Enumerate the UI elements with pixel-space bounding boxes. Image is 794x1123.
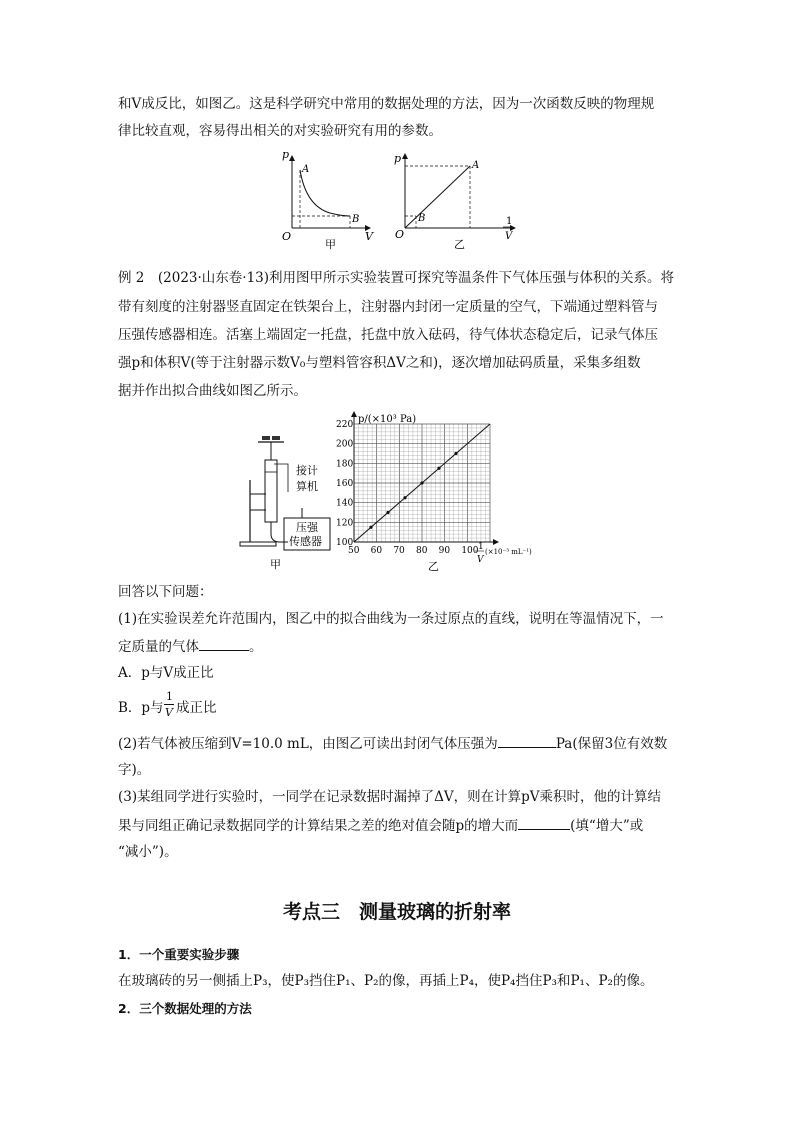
y-tick-label: 140: [336, 498, 354, 509]
questions-intro: 回答以下问题：: [118, 584, 213, 600]
data-point: [403, 496, 406, 499]
item-2-title: 2．三个数据处理的方法: [118, 1001, 252, 1016]
question-2-end: Pa(保留3位有效数: [555, 736, 668, 752]
point-a-label-right: A: [472, 160, 480, 171]
data-point: [369, 526, 372, 529]
x-tick-label: 50: [348, 546, 360, 556]
example-line-5: 据并作出拟合曲线如图乙所示。: [118, 383, 307, 399]
option-b-pre: B．p与: [118, 700, 164, 716]
chart-x-label-unit: (×10⁻³ mL⁻¹): [485, 548, 532, 556]
answer-blank-1[interactable]: [199, 636, 249, 651]
origin-label: O: [282, 230, 292, 243]
question-3-text: 果与同组正确记录数据同学的计算结果之差的绝对值会随p的增大而: [118, 818, 519, 834]
answer-blank-3[interactable]: [518, 815, 570, 830]
question-2-line-1: [118, 733, 680, 754]
graph-p-v: [282, 148, 374, 251]
chart-caption: 乙: [428, 560, 439, 572]
question-1-line-1: (1)在实验误差允许范围内，图乙中的拟合曲线为一条过原点的直线，说明在等温情况下，一: [118, 611, 664, 627]
caption-jia: 甲: [325, 238, 336, 251]
x-tick-label: 80: [416, 546, 428, 556]
option-b-post: 成正比: [176, 700, 217, 716]
section-title: 考点三 测量玻璃的折射率: [282, 901, 511, 923]
axis-label-p: p: [282, 148, 290, 161]
point-b-label: B: [352, 214, 360, 225]
y-tick-label: 120: [336, 518, 354, 529]
data-point: [420, 481, 423, 484]
chart-p-vs-inverse-v: [322, 410, 582, 572]
figure-pv-graphs: [270, 148, 530, 252]
graph-p-inverse-v: [394, 152, 515, 251]
question-1-line-2: [118, 636, 680, 657]
item-1-text: 在玻璃砖的另一侧插上P₃，使P₃挡住P₁、P₂的像，再插上P₄，使P₄挡住P₃和P₁、P₂的像。: [118, 973, 654, 989]
x-tick-label: 100: [461, 546, 479, 556]
example-line-2: 带有刻度的注射器竖直固定在铁架台上，注射器内封闭一定质量的空气，下端通过塑料管与: [118, 299, 658, 315]
figure-apparatus: [236, 430, 336, 570]
example-line-3: 压强传感器相连。活塞上端固定一托盘，托盘中放入砝码，待气体状态稳定后，记录气体压: [118, 327, 658, 343]
axis-label-v: V: [365, 230, 373, 243]
sensor-label-1: 压强: [296, 521, 318, 534]
x-tick-label: 70: [393, 546, 405, 556]
intro-line-2: 律比较直观，容易得出相关的对实验研究有用的参数。: [118, 123, 442, 139]
question-1-text: 定质量的气体: [118, 639, 199, 655]
data-point: [386, 511, 389, 514]
question-2-line-2: 字)。: [118, 762, 151, 778]
data-point: [454, 452, 457, 455]
example-line-1: 例 2 (2023·山东卷·13)利用图甲所示实验装置可探究等温条件下气体压强与体积的关系。将: [118, 270, 675, 286]
caption-yi: 乙: [454, 238, 465, 251]
option-a: A．p与V成正比: [118, 665, 214, 681]
sensor-label-2: 传感器: [289, 535, 322, 548]
y-tick-label: 160: [336, 479, 354, 489]
x-tick-label: 90: [438, 546, 451, 556]
computer-label-1: 接计: [296, 464, 318, 477]
item-1-title: 1．一个重要实验步骤: [118, 947, 240, 962]
computer-label-2: 算机: [296, 480, 318, 493]
question-3-line-2: [118, 815, 680, 836]
question-2-text: (2)若气体被压缩到V=10.0 mL，由图乙可读出封闭气体压强为: [118, 736, 498, 752]
fit-line-pv: [405, 166, 470, 228]
point-a-label: A: [302, 164, 310, 175]
caption-apparatus: 甲: [270, 558, 281, 570]
chart-x-label-den: V: [477, 555, 484, 565]
origin-label-right: O: [395, 228, 405, 241]
y-tick-label: 200: [336, 439, 354, 450]
axis-label-p-right: p: [394, 152, 402, 165]
point-b-label-right: B: [418, 213, 426, 224]
axis-label-v-right: V: [505, 231, 513, 242]
x-tick-label: 60: [370, 546, 383, 556]
y-tick-label: 180: [336, 459, 354, 470]
y-tick-label: 100: [336, 538, 354, 548]
question-3-line-3: “减小”)。: [118, 844, 178, 860]
chart-x-label-num: 1: [478, 542, 484, 552]
question-1-end: 。: [249, 639, 263, 655]
intro-line-1: 和V成反比，如图乙。这是科学研究中常用的数据处理的方法，因为一次函数反映的物理规: [118, 96, 655, 112]
example-line-4: 强p和体积V(等于注射器示数V₀与塑料管容积ΔV之和)，逐次增加砝码质量，采集多组数: [118, 355, 641, 371]
option-b-num: 1: [166, 690, 173, 703]
axis-label-one: 1: [506, 216, 513, 227]
chart-y-label: p/(×10³ Pa): [358, 414, 417, 425]
question-3-line-1: (3)某组同学进行实验时，一同学在记录数据时漏掉了ΔV，则在计算pV乘积时，他的计算结: [118, 789, 662, 805]
question-3-end: (填“增大”或: [570, 818, 644, 834]
answer-blank-2[interactable]: [498, 733, 556, 748]
y-tick-label: 220: [336, 420, 354, 430]
isotherm-curve: [300, 170, 350, 216]
option-b-den: V: [165, 706, 173, 719]
option-b: [118, 691, 680, 723]
data-point: [437, 467, 440, 470]
